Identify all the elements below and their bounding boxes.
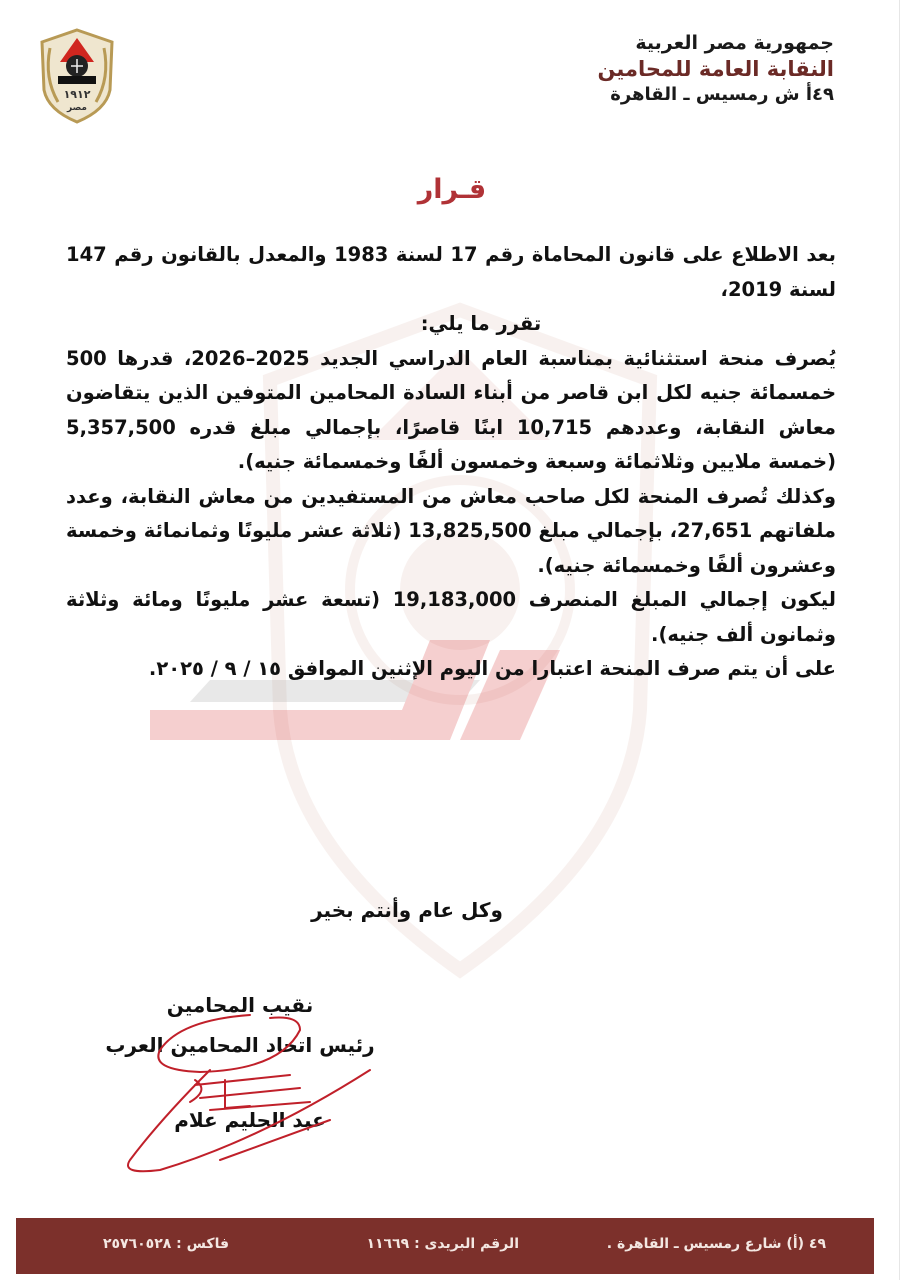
paragraph-minor-children-grant: يُصرف منحة استثنائية بمناسبة العام الدراسي الجديد 2025–2026، قدرها 500 خمسمائة جنيه لكل ابن قاصر من أبناء السادة المحامين المتوفين الذين يتقاضون معاش النقابة، وعددهم 10,715 ابنًا قاصرًا، بإجمالي مبلغ قدره 5,357,500 (خمسة ملايين وثلاثمائة وسبعة وخمسون ألفًا وخمسمائة جنيه). [66,346,836,473]
signer-title-1: نقيب المحامين [166,993,314,1017]
footer-postal-code: الرقم البريدى : ١١٦٦٩ [366,1236,519,1252]
footer-address: ٤٩ (أ) شارع رمسيس ـ القاهرة . [606,1236,826,1252]
closing-greeting: وكل عام وأنتم بخير [311,898,503,922]
footer-bar [16,1218,874,1274]
logo-year: ١٩١٢ [63,88,91,101]
letterhead-address: ٤٩أ ش رمسيس ـ القاهرة [610,84,834,105]
letterhead-country: جمهورية مصر العربية [635,32,834,54]
handwritten-signature-icon [100,1010,380,1180]
footer-fax: فاكس : ٢٥٧٦٠٥٢٨ [102,1236,229,1252]
paragraph-disbursement-date: على أن يتم صرف المنحة اعتبارا من اليوم الإثنين الموافق ١٥ / ٩ / ٢٠٢٥. [148,657,836,680]
signer-name: عبد الحليم علام [174,1108,326,1132]
document-title: قـرار [417,174,487,205]
signer-title-2: رئيس اتحاد المحامين العرب [105,1033,375,1057]
decision-intro: تقرر ما يلي: [420,312,542,335]
decree-body [66,238,836,687]
letterhead-organization: النقابة العامة للمحامين [597,57,834,81]
paragraph-total-amount: ليكون إجمالي المبلغ المنصرف 19,183,000 (تسعة عشر مليونًا ومائة وثلاثة وثمانون ألف جنيه). [66,588,836,646]
syndicate-logo-icon [38,28,116,124]
letterhead [598,30,835,108]
paragraph-pensioners-grant: وكذلك تُصرف المنحة لكل صاحب معاش من المستفيدين من معاش النقابة، وعدد ملفاتهم 27,651، بإجمالي مبلغ 13,825,500 (ثلاثة عشر مليونًا وثمانمائة وخمسة وعشرون ألفًا وخمسمائة جنيه). [66,484,836,577]
logo-country: مصر [66,103,88,113]
preamble: بعد الاطلاع على قانون المحاماة رقم 17 لسنة 1983 والمعدل بالقانون رقم 147 لسنة 2019، [66,243,836,301]
